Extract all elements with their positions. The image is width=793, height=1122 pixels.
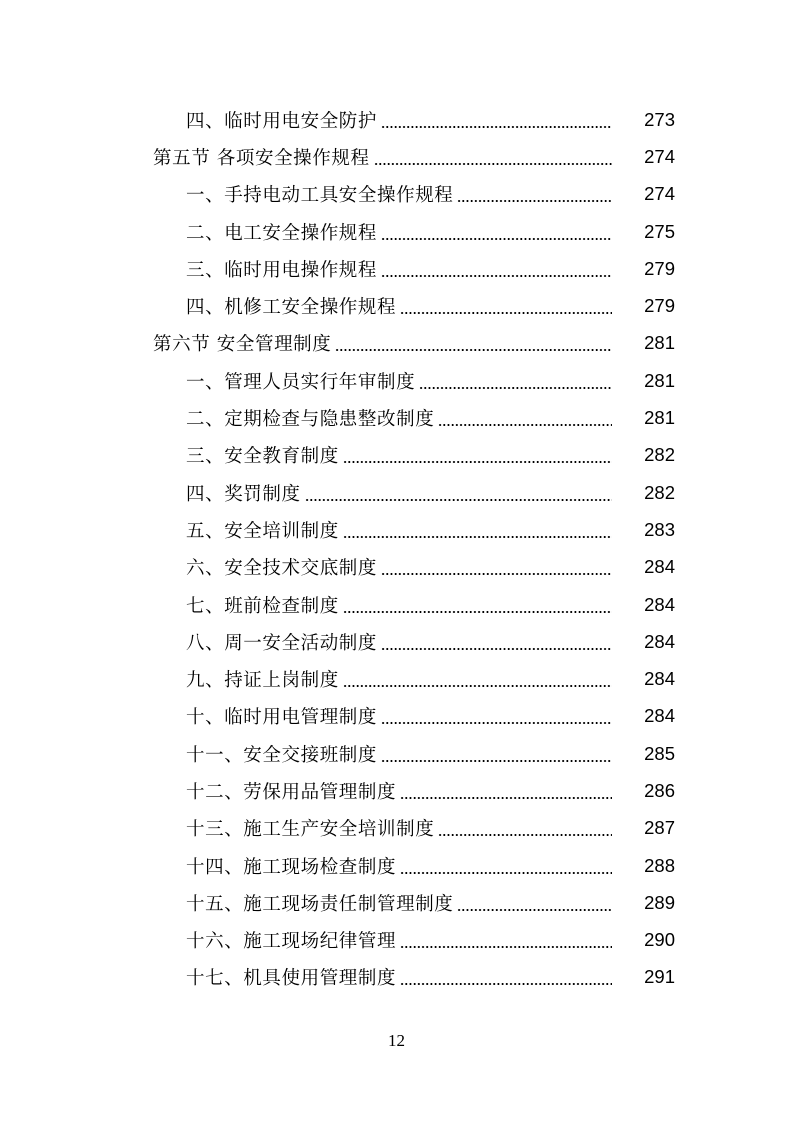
- toc-dot-leader: [419, 387, 612, 389]
- toc-dot-leader: [381, 126, 612, 128]
- toc-dot-leader: [381, 573, 612, 575]
- toc-dot-leader: [457, 200, 612, 202]
- toc-entry-title: 七、班前检查制度: [186, 595, 339, 617]
- toc-entry-page: 281: [644, 332, 675, 354]
- toc-entry[interactable]: [0, 511, 793, 548]
- toc-dot-leader: [305, 499, 612, 501]
- toc-entry[interactable]: [0, 250, 793, 287]
- toc-dot-leader: [343, 611, 612, 613]
- toc-entry-page: 279: [644, 295, 675, 317]
- toc-dot-leader: [335, 349, 612, 351]
- toc-dot-leader: [400, 983, 612, 985]
- table-of-contents: [0, 101, 793, 996]
- toc-entry[interactable]: [0, 437, 793, 474]
- toc-entry[interactable]: [0, 959, 793, 996]
- toc-entry-title: 二、定期检查与隐患整改制度: [186, 409, 435, 431]
- toc-entry-title: 三、临时用电操作规程: [186, 259, 378, 281]
- toc-entry-page: 284: [644, 668, 675, 690]
- toc-entry-title: 十三、施工生产安全培训制度: [186, 819, 435, 841]
- toc-entry[interactable]: [0, 213, 793, 250]
- toc-entry-page: 290: [644, 929, 675, 951]
- toc-entry-title: 十一、安全交接班制度: [186, 744, 378, 766]
- toc-entry-page: 284: [644, 630, 675, 652]
- toc-entry-page: 284: [644, 593, 675, 615]
- toc-entry-title: 九、持证上岗制度: [186, 670, 339, 692]
- toc-entry-page: 282: [644, 481, 675, 503]
- toc-entry[interactable]: [0, 399, 793, 436]
- toc-dot-leader: [438, 424, 612, 426]
- toc-entry-page: 282: [644, 444, 675, 466]
- toc-dot-leader: [343, 461, 612, 463]
- toc-entry[interactable]: [0, 586, 793, 623]
- toc-dot-leader: [400, 797, 612, 799]
- toc-entry-page: 283: [644, 518, 675, 540]
- toc-entry[interactable]: [0, 474, 793, 511]
- toc-entry-page: 289: [644, 891, 675, 913]
- toc-dot-leader: [381, 238, 612, 240]
- toc-entry[interactable]: [0, 698, 793, 735]
- toc-entry-title: 一、手持电动工具安全操作规程: [186, 185, 454, 207]
- toc-entry-page: 274: [644, 145, 675, 167]
- toc-entry-title: 四、机修工安全操作规程: [186, 297, 397, 319]
- toc-entry-title: 十七、机具使用管理制度: [186, 968, 397, 990]
- toc-entry-title: 十二、劳保用品管理制度: [186, 781, 397, 803]
- toc-dot-leader: [343, 536, 612, 538]
- toc-section-entry[interactable]: [0, 325, 793, 362]
- toc-entry-title: 十四、施工现场检查制度: [186, 856, 397, 878]
- toc-entry-page: 291: [644, 966, 675, 988]
- toc-dot-leader: [457, 909, 612, 911]
- toc-dot-leader: [438, 834, 612, 836]
- toc-dot-leader: [381, 648, 612, 650]
- toc-dot-leader: [343, 685, 612, 687]
- toc-entry-page: 281: [644, 369, 675, 391]
- toc-dot-leader: [400, 946, 612, 948]
- toc-entry[interactable]: [0, 176, 793, 213]
- toc-entry[interactable]: [0, 101, 793, 138]
- toc-entry[interactable]: [0, 884, 793, 921]
- toc-entry-page: 287: [644, 817, 675, 839]
- toc-entry-page: 284: [644, 705, 675, 727]
- toc-entry-title: 一、管理人员实行年审制度: [186, 371, 416, 393]
- toc-entry[interactable]: [0, 847, 793, 884]
- toc-entry-title: 四、临时用电安全防护: [186, 110, 378, 132]
- toc-entry-title: 第五节 各项安全操作规程: [153, 147, 370, 169]
- toc-entry[interactable]: [0, 772, 793, 809]
- toc-entry-page: 274: [644, 183, 675, 205]
- toc-dot-leader: [400, 872, 612, 874]
- toc-entry-title: 三、安全教育制度: [186, 446, 339, 468]
- toc-entry-page: 281: [644, 407, 675, 429]
- toc-entry[interactable]: [0, 287, 793, 324]
- toc-entry-title: 十六、施工现场纪律管理: [186, 931, 397, 953]
- toc-entry-page: 275: [644, 220, 675, 242]
- toc-entry-page: 286: [644, 779, 675, 801]
- toc-entry-title: 八、周一安全活动制度: [186, 632, 378, 654]
- toc-entry-page: 273: [644, 108, 675, 130]
- toc-dot-leader: [381, 275, 612, 277]
- toc-entry-title: 十五、施工现场责任制管理制度: [186, 893, 454, 915]
- toc-entry-page: 288: [644, 854, 675, 876]
- toc-entry-page: 284: [644, 556, 675, 578]
- toc-dot-leader: [381, 722, 612, 724]
- toc-entry-title: 五、安全培训制度: [186, 520, 339, 542]
- toc-entry[interactable]: [0, 922, 793, 959]
- toc-entry-page: 279: [644, 257, 675, 279]
- page-number: 12: [388, 1031, 405, 1050]
- toc-dot-leader: [374, 163, 612, 165]
- toc-entry[interactable]: [0, 660, 793, 697]
- toc-entry-title: 二、电工安全操作规程: [186, 222, 378, 244]
- toc-dot-leader: [400, 312, 612, 314]
- toc-entry[interactable]: [0, 623, 793, 660]
- toc-entry-page: 285: [644, 742, 675, 764]
- toc-entry[interactable]: [0, 810, 793, 847]
- toc-entry[interactable]: [0, 735, 793, 772]
- toc-section-entry[interactable]: [0, 138, 793, 175]
- toc-entry-title: 十、临时用电管理制度: [186, 707, 378, 729]
- toc-entry[interactable]: [0, 362, 793, 399]
- toc-entry-title: 四、奖罚制度: [186, 483, 301, 505]
- toc-entry-title: 六、安全技术交底制度: [186, 558, 378, 580]
- toc-dot-leader: [381, 760, 612, 762]
- toc-entry[interactable]: [0, 549, 793, 586]
- toc-entry-title: 第六节 安全管理制度: [153, 334, 332, 356]
